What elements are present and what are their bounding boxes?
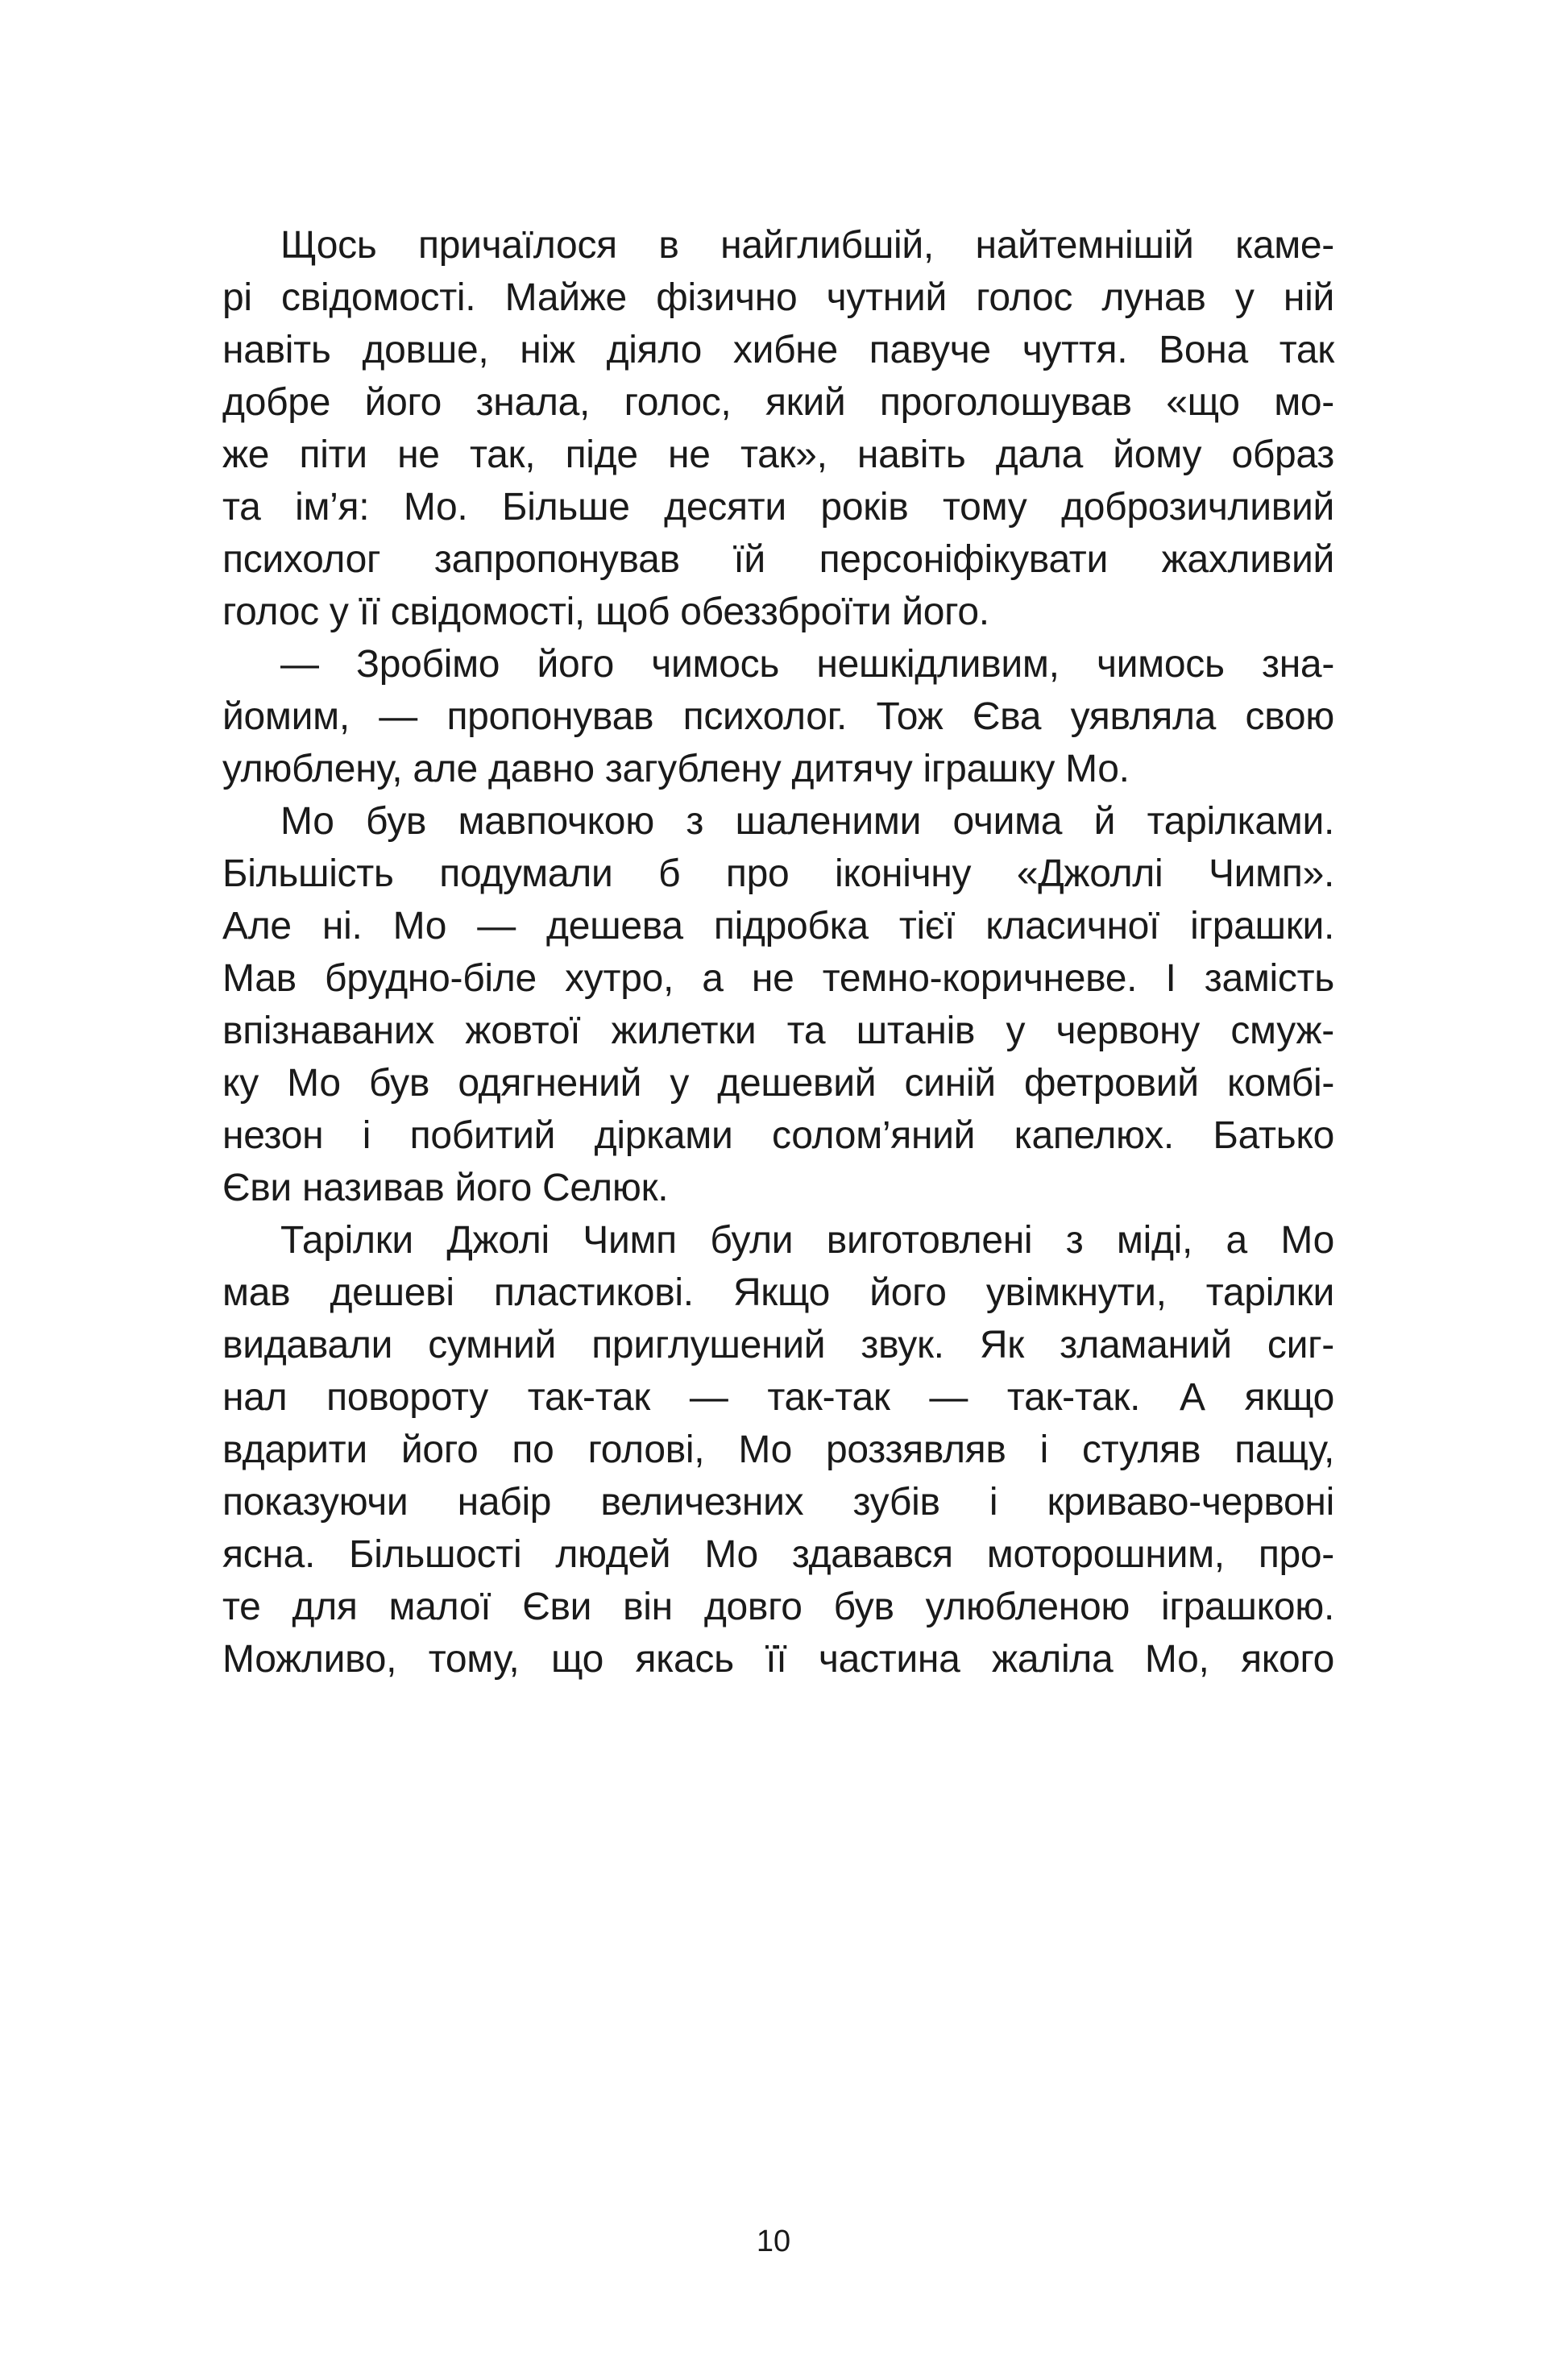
text-line: Можливо, тому, що якась її частина жаліла Мо, якого: [222, 1638, 1334, 1681]
text-line: впізнаваних жовтої жилетки та штанів у червону смуж-: [222, 1010, 1334, 1052]
text-line: Але ні. Мо — дешева підробка тієї класичної іграшки.: [222, 905, 1334, 947]
text-line: нал повороту так-так — так-так — так-так. А якщо: [222, 1376, 1334, 1419]
paragraph: [222, 1214, 1334, 1685]
text-line: йомим, — пропонував психолог. Тож Єва уявляла свою: [222, 695, 1334, 738]
text-line: вдарити його по голові, Мо роззявляв і стуляв пащу,: [222, 1428, 1334, 1471]
text-line: Мав брудно-біле хутро, а не темно-коричневе. І замість: [222, 957, 1334, 1000]
text-line: та ім’я: Мо. Більше десяти років тому доброзичливий: [222, 486, 1334, 529]
text-line: навіть довше, ніж діяло хибне павуче чуття. Вона так: [222, 329, 1334, 371]
text-line: Мо був мавпочкою з шаленими очима й тарілками.: [280, 800, 1334, 843]
text-line: — Зробімо його чимось нешкідливим, чимось зна-: [280, 643, 1334, 686]
text-line: добре його знала, голос, який проголошував «що мо-: [222, 381, 1334, 424]
text-line: ясна. Більшості людей Мо здавався моторошним, про-: [222, 1533, 1334, 1576]
text-line: видавали сумний приглушений звук. Як зламаний сиг-: [222, 1324, 1334, 1366]
paragraph: [222, 795, 1334, 1214]
text-line: Більшість подумали б про іконічну «Джоллі Чимп».: [222, 852, 1334, 895]
paragraph: [222, 638, 1334, 795]
paragraph: [222, 219, 1334, 638]
text-line: голос у її свідомості, щоб обеззброїти його.: [222, 591, 989, 633]
text-line: же піти не так, піде не так», навіть дала йому образ: [222, 433, 1334, 476]
text-line: психолог запропонував їй персоніфікувати жахливий: [222, 538, 1334, 581]
text-line: показуючи набір величезних зубів і криваво-червоні: [222, 1481, 1334, 1524]
text-line: рі свідомості. Майже фізично чутний голос лунав у ній: [222, 276, 1334, 319]
text-line: Тарілки Джолі Чимп були виготовлені з міді, а Мо: [280, 1219, 1334, 1262]
text-line: ку Мо був одягнений у дешевий синій фетровий комбі-: [222, 1062, 1334, 1105]
text-line: те для малої Єви він довго був улюбленою іграшкою.: [222, 1586, 1334, 1628]
text-line: незон і побитий дірками солом’яний капелюх. Батько: [222, 1114, 1334, 1157]
page-number: 10: [756, 2225, 791, 2258]
text-line: Щось причаїлося в найглибшій, найтемнішій каме-: [280, 224, 1334, 267]
text-line: Єви називав його Селюк.: [222, 1167, 669, 1209]
body-text: [222, 219, 1334, 1685]
text-line: мав дешеві пластикові. Якщо його увімкнути, тарілки: [222, 1271, 1334, 1314]
text-line: улюблену, але давно загублену дитячу іграшку Мо.: [222, 748, 1130, 790]
